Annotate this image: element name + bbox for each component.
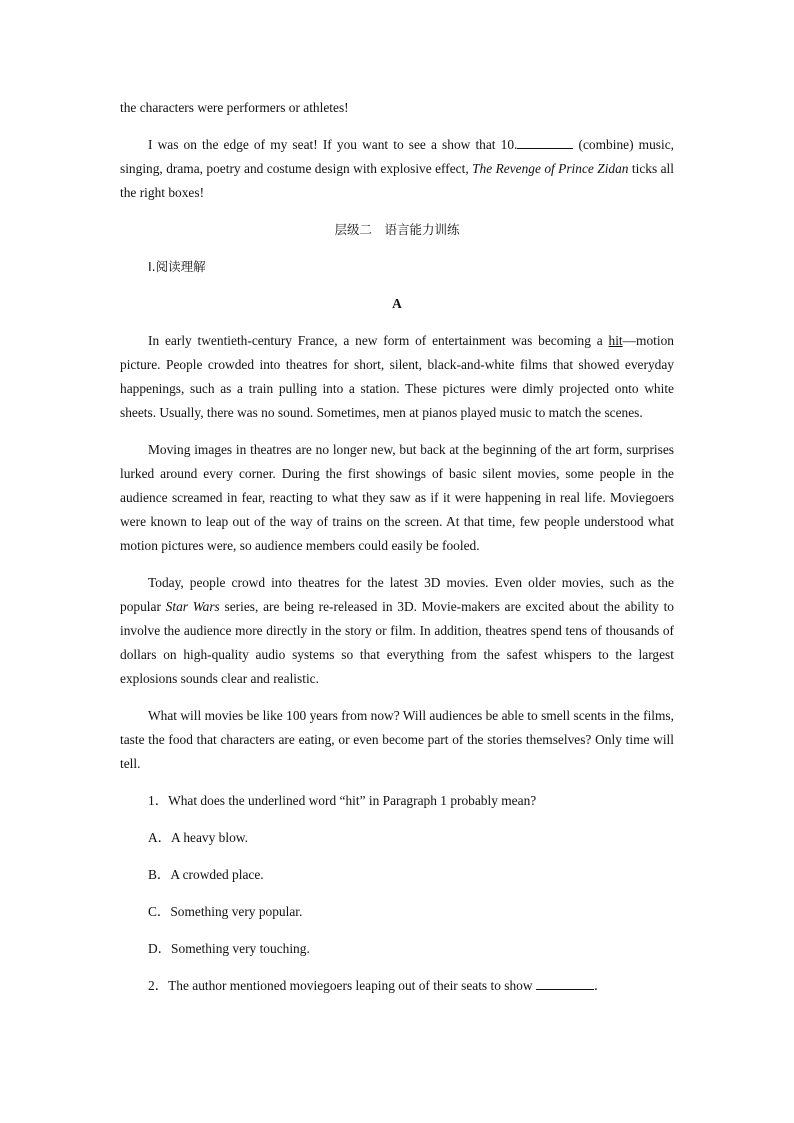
question-2-end: ． [593,978,608,993]
section-title: 层级二 语言能力训练 [334,222,460,237]
passage-paragraph-3 [120,571,674,691]
question-1-option-c[interactable]: C．Something very popular. [148,904,303,919]
question-1-option-b[interactable]: B．A crowded place. [148,867,264,882]
passage-p1-text-a: In early twentieth-century France, a new form of entertainment was becoming a [148,333,609,348]
intro-text-b: (combine) music, singing, drama, poetry and costume design with explosive effect, [120,137,674,176]
movie-title: Star Wars [165,599,220,614]
intro-paragraph [120,133,674,205]
answer-blank-q2[interactable] [536,975,594,990]
question-1-option-a[interactable]: A．A heavy blow. [148,830,248,845]
answer-blank-10[interactable] [517,134,573,149]
passage-p3-text-a: Today, people crowd into theatres for the latest 3D movies. Even older movies, such as the popular [120,575,674,614]
question-1-option-d[interactable]: D．Something very touching. [148,941,310,956]
intro-text-a: I was on the edge of my seat! If you want to see a show that 10. [148,137,518,152]
show-title: The Revenge of Prince Zidan [472,161,629,176]
question-2 [120,974,674,998]
intro-line: the characters were performers or athletes! [120,100,349,115]
subsection-title: Ⅰ.阅读理解 [148,259,206,274]
document-page [120,96,674,998]
passage-p3-text-b: series, are being re-released in 3D. Movie-makers are excited about the ability to involve the audience more directly in the story or film. In addition, theatres spend tens of thousands of dollars on high-quality audio systems so that everything from the safest whispers to the largest explosions sounds clear and realistic. [120,599,674,686]
intro-text-c: ticks all the right boxes! [120,161,674,200]
underlined-word-hit: hit [608,333,623,348]
passage-paragraph-2: Moving images in theatres are no longer new, but back at the beginning of the art form, surprises lurked around every corner. During the first showings of basic silent movies, some people in the audience screamed in fear, reacting to what they saw as if it were happening in real life. Moviegoers were known to leap out of the way of trains on the screen. At that time, few people understood what motion pictures were, so audience members could easily be fooled. [120,442,674,553]
question-1: 1．What does the underlined word “hit” in Paragraph 1 probably mean? [148,793,537,808]
passage-paragraph-4: What will movies be like 100 years from now? Will audiences be able to smell scents in the films, taste the food that characters are eating, or even become part of the stories themselves? Only time will tell. [120,708,674,771]
passage-letter: A [392,296,402,311]
question-2-text: 2．The author mentioned moviegoers leaping out of their seats to show [148,978,536,993]
passage-paragraph-1 [120,329,674,425]
passage-p1-text-b: —motion picture. People crowded into theatres for short, silent, black-and-white films that showed everyday happenings, such as a train pulling into a station. These pictures were dimly projected onto white sheets. Usually, there was no sound. Sometimes, men at pianos played music to match the scenes. [120,333,674,420]
